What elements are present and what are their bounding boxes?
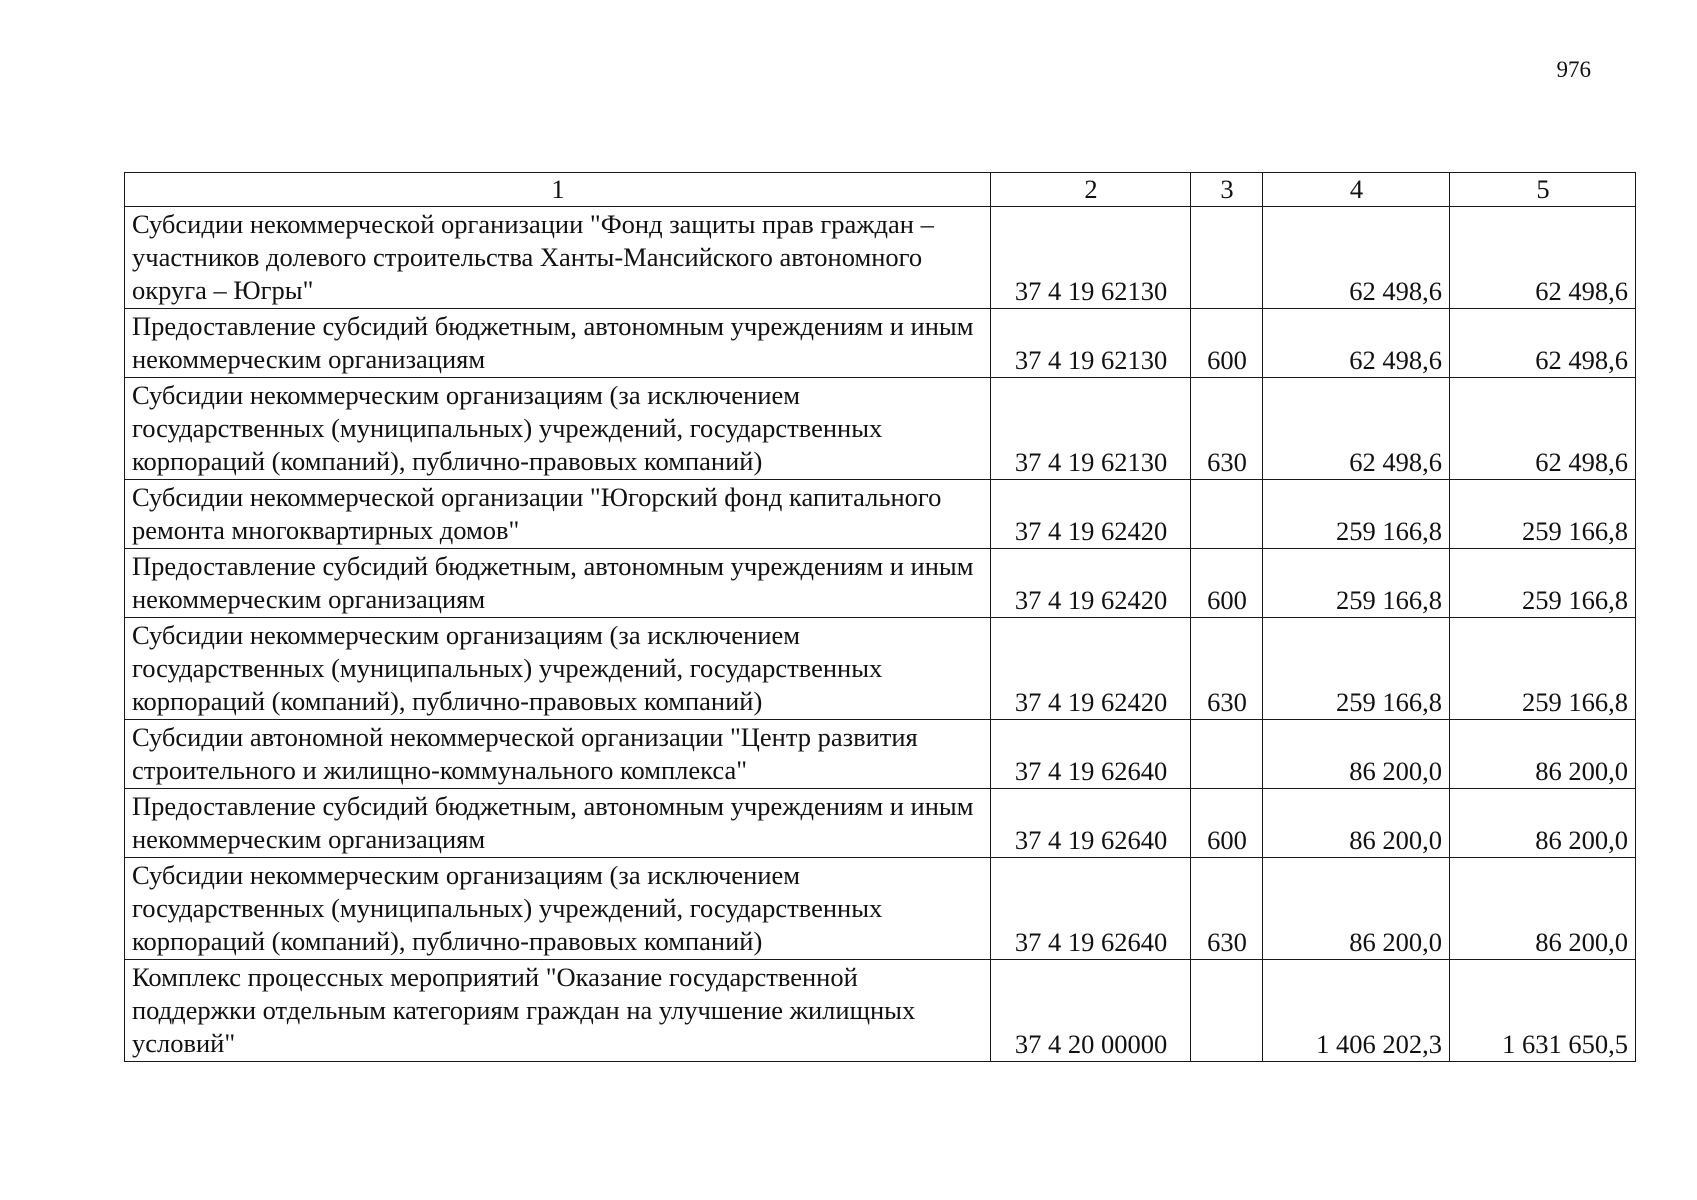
row-sum-2-cell: 62 498,6	[1450, 309, 1636, 378]
table-row	[125, 309, 1636, 378]
row-sum-2-cell: 259 166,8	[1450, 549, 1636, 618]
row-sum-1-cell: 86 200,0	[1263, 720, 1450, 789]
row-expense-type-cell: 630	[1191, 858, 1263, 960]
column-header-3: 3	[1191, 173, 1263, 207]
row-sum-2-cell: 86 200,0	[1450, 789, 1636, 858]
row-sum-2-cell: 62 498,6	[1450, 378, 1636, 480]
row-expense-type-cell: 630	[1191, 378, 1263, 480]
row-code-cell: 37 4 19 62420	[991, 618, 1191, 720]
row-code-cell: 37 4 19 62640	[991, 720, 1191, 789]
row-code-cell: 37 4 19 62130	[991, 207, 1191, 309]
row-name-cell: Субсидии некоммерческим организациям (за исключением государственных (муниципальных) учреждений, государственных корпораций (компаний), публично-правовых компаний)	[125, 378, 991, 480]
table-row	[125, 858, 1636, 960]
table-row	[125, 789, 1636, 858]
row-expense-type-cell	[1191, 207, 1263, 309]
row-code-cell: 37 4 19 62640	[991, 858, 1191, 960]
row-sum-2-cell: 86 200,0	[1450, 720, 1636, 789]
row-name-cell: Субсидии автономной некоммерческой организации "Центр развития строительного и жилищно-коммунального комплекса"	[125, 720, 991, 789]
row-expense-type-cell: 600	[1191, 309, 1263, 378]
row-sum-2-cell: 259 166,8	[1450, 480, 1636, 549]
row-code-cell: 37 4 19 62130	[991, 378, 1191, 480]
column-header-5: 5	[1450, 173, 1636, 207]
table-row	[125, 378, 1636, 480]
row-name-cell: Субсидии некоммерческой организации "Югорский фонд капитального ремонта многоквартирных домов"	[125, 480, 991, 549]
column-header-2: 2	[991, 173, 1191, 207]
row-expense-type-cell	[1191, 960, 1263, 1062]
row-sum-1-cell: 1 406 202,3	[1263, 960, 1450, 1062]
table-row	[125, 720, 1636, 789]
row-name-cell: Предоставление субсидий бюджетным, автономным учреждениям и иным некоммерческим организациям	[125, 789, 991, 858]
row-code-cell: 37 4 19 62420	[991, 480, 1191, 549]
row-sum-1-cell: 62 498,6	[1263, 207, 1450, 309]
column-header-4: 4	[1263, 173, 1450, 207]
row-expense-type-cell: 600	[1191, 549, 1263, 618]
column-header-1: 1	[125, 173, 991, 207]
row-code-cell: 37 4 20 00000	[991, 960, 1191, 1062]
row-code-cell: 37 4 19 62420	[991, 549, 1191, 618]
table-row	[125, 618, 1636, 720]
table-row	[125, 549, 1636, 618]
row-name-cell: Предоставление субсидий бюджетным, автономным учреждениям и иным некоммерческим организациям	[125, 549, 991, 618]
page-number: 976	[1556, 57, 1591, 82]
row-expense-type-cell	[1191, 720, 1263, 789]
row-expense-type-cell: 600	[1191, 789, 1263, 858]
row-sum-2-cell: 1 631 650,5	[1450, 960, 1636, 1062]
row-sum-1-cell: 62 498,6	[1263, 309, 1450, 378]
row-sum-1-cell: 259 166,8	[1263, 618, 1450, 720]
row-sum-1-cell: 259 166,8	[1263, 480, 1450, 549]
row-sum-1-cell: 86 200,0	[1263, 858, 1450, 960]
row-sum-2-cell: 259 166,8	[1450, 618, 1636, 720]
row-name-cell: Субсидии некоммерческим организациям (за исключением государственных (муниципальных) учреждений, государственных корпораций (компаний), публично-правовых компаний)	[125, 618, 991, 720]
table-header-row	[125, 173, 1636, 207]
table-row	[125, 480, 1636, 549]
row-expense-type-cell	[1191, 480, 1263, 549]
table-row	[125, 960, 1636, 1062]
row-sum-2-cell: 86 200,0	[1450, 858, 1636, 960]
row-expense-type-cell: 630	[1191, 618, 1263, 720]
table-row	[125, 207, 1636, 309]
row-name-cell: Субсидии некоммерческой организации "Фонд защиты прав граждан – участников долевого строительства Ханты-Мансийского автономного округа – Югры"	[125, 207, 991, 309]
row-sum-1-cell: 86 200,0	[1263, 789, 1450, 858]
row-sum-1-cell: 259 166,8	[1263, 549, 1450, 618]
row-code-cell: 37 4 19 62640	[991, 789, 1191, 858]
row-sum-2-cell: 62 498,6	[1450, 207, 1636, 309]
row-name-cell: Предоставление субсидий бюджетным, автономным учреждениям и иным некоммерческим организациям	[125, 309, 991, 378]
budget-table	[124, 172, 1636, 1062]
row-code-cell: 37 4 19 62130	[991, 309, 1191, 378]
row-name-cell: Субсидии некоммерческим организациям (за исключением государственных (муниципальных) учреждений, государственных корпораций (компаний), публично-правовых компаний)	[125, 858, 991, 960]
row-sum-1-cell: 62 498,6	[1263, 378, 1450, 480]
row-name-cell: Комплекс процессных мероприятий "Оказание государственной поддержки отдельным категориям граждан на улучшение жилищных условий"	[125, 960, 991, 1062]
